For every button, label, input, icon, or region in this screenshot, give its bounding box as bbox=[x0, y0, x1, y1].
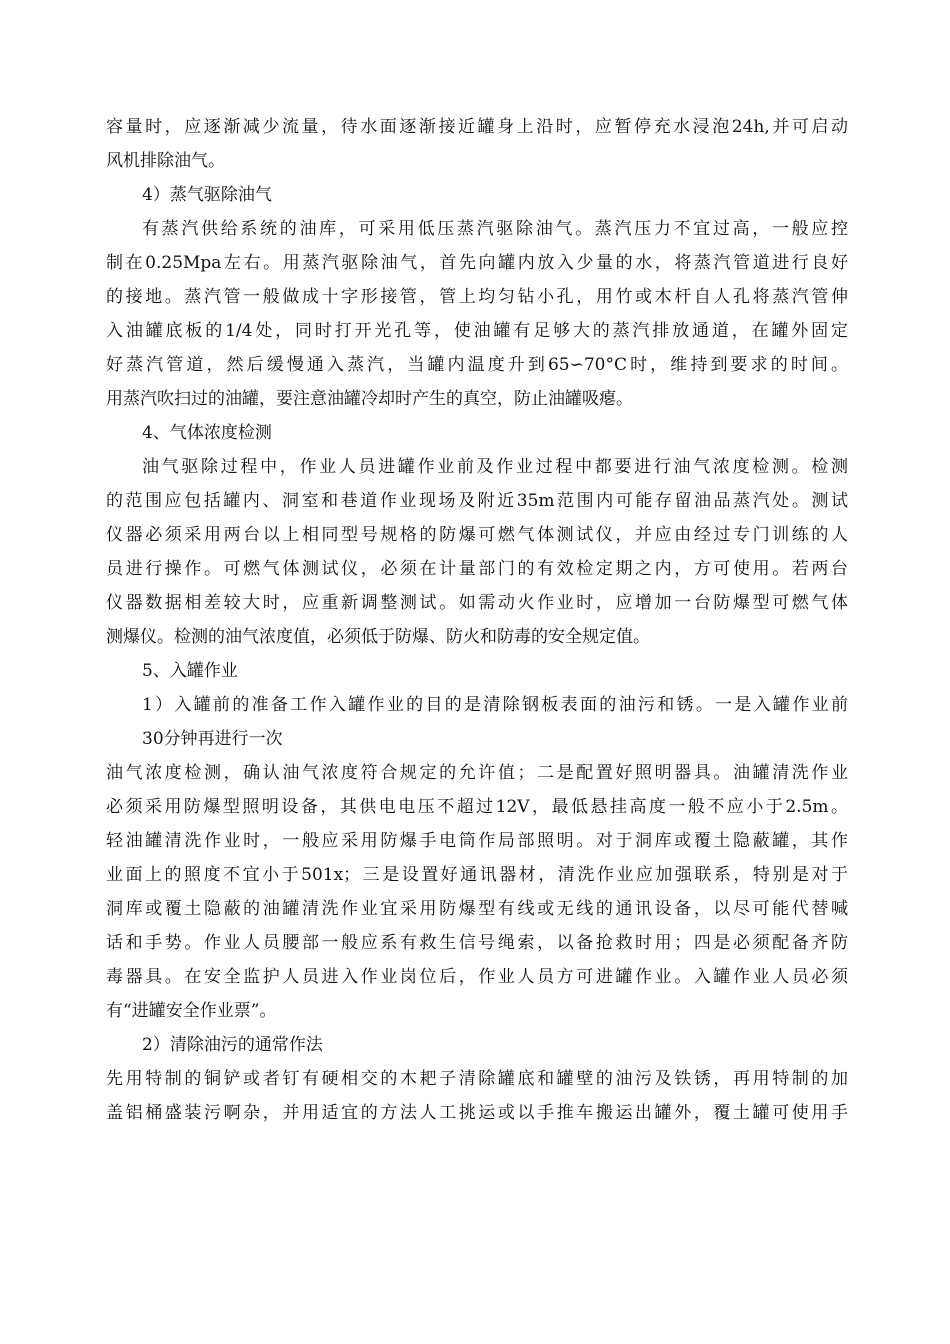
paragraph-line: 容量时，应逐渐减少流量，待水面逐渐接近罐身上沿时，应暂停充水浸泡24h,并可启动 bbox=[106, 117, 848, 137]
paragraph-line: 员进行操作。可燃气体测试仪，必须在计量部门的有效检定期之内，方可使用。若两台 bbox=[106, 559, 848, 579]
paragraph-line: 有蒸汽供给系统的油库，可采用低压蒸汽驱除油气。蒸汽压力不宜过高，一般应控 bbox=[142, 219, 848, 239]
paragraph-line: 制在0.25Mpa左右。用蒸汽驱除油气，首先向罐内放入少量的水，将蒸汽管道进行良好 bbox=[106, 253, 848, 273]
document-page bbox=[106, 110, 848, 1130]
paragraph-line: 洞库或覆土隐蔽的油罐清洗作业宜采用防爆型有线或无线的通讯设备，以尽可能代替喊 bbox=[106, 899, 848, 919]
paragraph-line: 30分钟再进行一次 bbox=[142, 729, 283, 749]
paragraph-line: 盖铝桶盛装污啊杂，并用适宜的方法人工挑运或以手推车搬运出罐外，覆土罐可使用手 bbox=[106, 1103, 848, 1123]
paragraph-line: 好蒸汽管道，然后缓慢通入蒸汽，当罐内温度升到65∽70°C时，维持到要求的时间。 bbox=[106, 355, 848, 375]
paragraph-line: 的范围应包括罐内、洞室和巷道作业现场及附近35m范围内可能存留油品蒸汽处。测试 bbox=[106, 491, 848, 511]
paragraph-line: 风机排除油气。 bbox=[106, 151, 225, 171]
paragraph-line: 轻油罐清洗作业时，一般应采用防爆手电筒作局部照明。对于洞库或覆土隐蔽罐，其作 bbox=[106, 831, 848, 851]
paragraph-line: 仪器数据相差较大时，应重新调整测试。如需动火作业时，应增加一台防爆型可燃气体 bbox=[106, 593, 848, 613]
paragraph-line: 油气驱除过程中，作业人员进罐作业前及作业过程中都要进行油气浓度检测。检测 bbox=[142, 457, 848, 477]
paragraph-line: 的接地。蒸汽管一般做成十字形接管，管上均匀钻小孔，用竹或木杆自人孔将蒸汽管伸 bbox=[106, 287, 848, 307]
section-heading-tank-entry: 5、入罐作业 bbox=[142, 661, 238, 681]
paragraph-line: 业面上的照度不宜小于501x；三是设置好通讯器材，清洗作业应加强联系，特别是对于 bbox=[106, 865, 848, 885]
paragraph-line: 先用特制的铜铲或者钉有硬相交的木耙子清除罐底和罐壁的油污及铁锈，再用特制的加 bbox=[106, 1069, 848, 1089]
section-heading-oil-removal: 2）清除油污的通常作法 bbox=[142, 1035, 323, 1055]
paragraph-line: 有“进罐安全作业票”。 bbox=[106, 1001, 277, 1021]
paragraph-line: 必须采用防爆型照明设备，其供电电压不超过12V，最低悬挂高度一般不应小于2.5m。 bbox=[106, 797, 848, 817]
paragraph-line: 入油罐底板的1/4处，同时打开光孔等，使油罐有足够大的蒸汽排放通道，在罐外固定 bbox=[106, 321, 848, 341]
paragraph-line: 1）入罐前的准备工作入罐作业的目的是清除钢板表面的油污和锈。一是入罐作业前 bbox=[142, 695, 848, 715]
section-heading-steam: 4）蒸气驱除油气 bbox=[142, 185, 272, 205]
paragraph-line: 仪器必须采用两台以上相同型号规格的防爆可燃气体测试仪，并应由经过专门训练的人 bbox=[106, 525, 848, 545]
paragraph-line: 测爆仪。检测的油气浓度值，必须低于防爆、防火和防毒的安全规定值。 bbox=[106, 627, 650, 647]
section-heading-gas-detection: 4、气体浓度检测 bbox=[142, 423, 272, 443]
paragraph-line: 用蒸汽吹扫过的油罐，要注意油罐冷却时产生的真空，防止油罐吸瘪。 bbox=[106, 389, 633, 409]
paragraph-line: 毒器具。在安全监护人员进入作业岗位后，作业人员方可进罐作业。入罐作业人员必须 bbox=[106, 967, 848, 987]
paragraph-line: 油气浓度检测，确认油气浓度符合规定的允许值；二是配置好照明器具。油罐清洗作业 bbox=[106, 763, 848, 783]
paragraph-line: 话和手势。作业人员腰部一般应系有救生信号绳索，以备抢救时用；四是必须配备齐防 bbox=[106, 933, 848, 953]
